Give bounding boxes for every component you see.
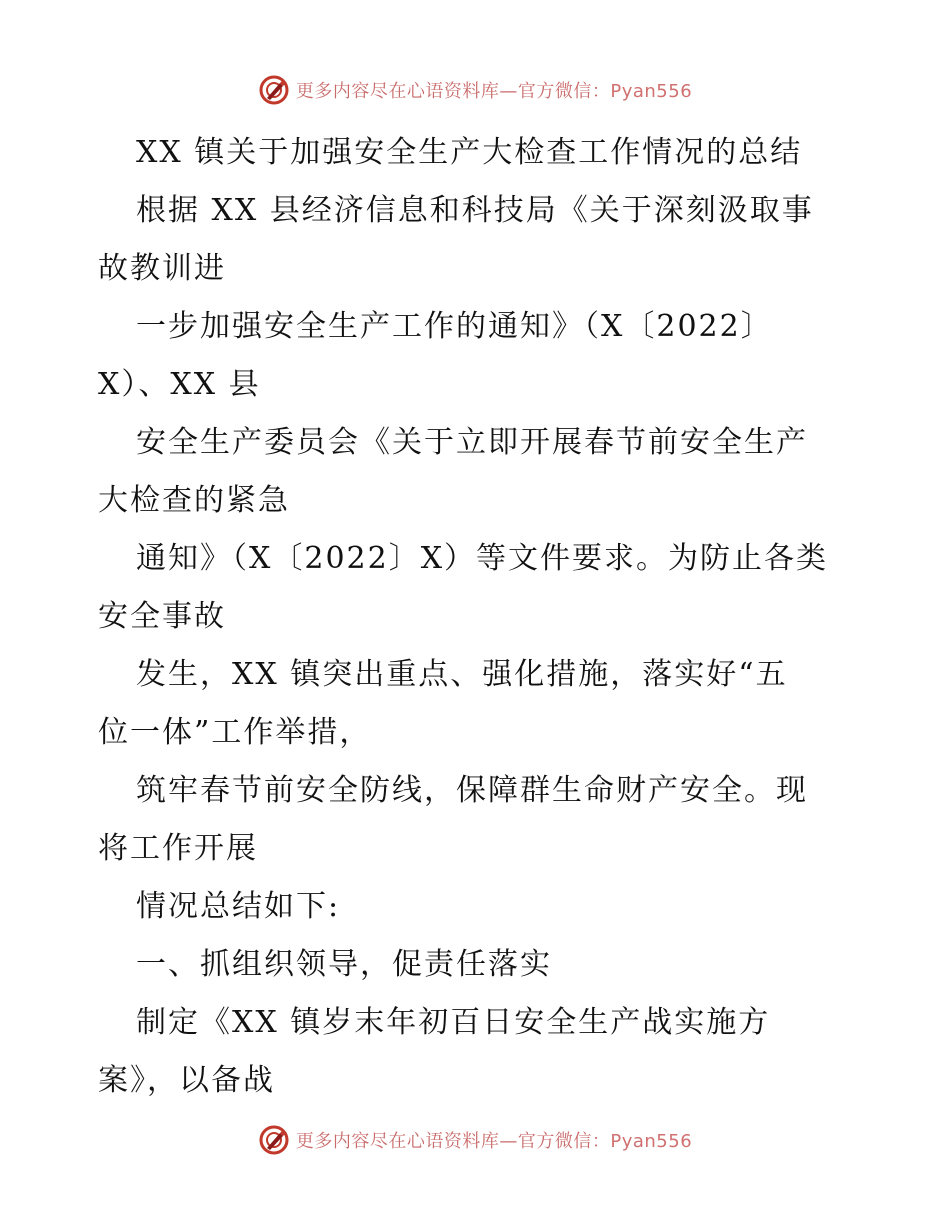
paragraph-line: 制定《XX 镇岁末年初百日安全生产战实施方 [136, 1005, 771, 1040]
section-heading: 一、抓组织领导，促责任落实 [136, 947, 552, 982]
paragraph-line: 情况总结如下: [136, 889, 341, 924]
paragraph-line: 发生，XX 镇突出重点、强化措施，落实好“五 [136, 657, 788, 692]
paragraph-line: 根据 XX 县经济信息和科技局《关于深刻汲取事 [136, 193, 814, 228]
paragraph-line: 安全生产委员会《关于立即开展春节前安全生产 [136, 425, 808, 460]
banner-separator: — [499, 81, 518, 102]
banner-wechat-id: Pyan556 [610, 81, 693, 102]
banner-cn-text: 更多内容尽在心语资料库 [295, 1131, 500, 1152]
paragraph-line: 一步加强安全生产工作的通知》（X〔2022〕 [136, 309, 773, 344]
banner-text [296, 1127, 692, 1153]
paragraph-line: 通知》（X〔2022〕X）等文件要求。为防止各类 [136, 541, 829, 576]
paragraph-line: 故教训进 [98, 251, 226, 286]
banner-text [296, 77, 692, 103]
banner-separator: — [499, 1131, 518, 1152]
document-body [98, 124, 858, 1110]
banner-wechat-id: Pyan556 [610, 1131, 693, 1152]
pen-circle-logo-icon [258, 74, 290, 106]
header-banner [0, 70, 950, 110]
paragraph-line: 安全事故 [98, 599, 226, 634]
pen-circle-logo-icon [258, 1124, 290, 1156]
paragraph-line: X）、XX 县 [98, 367, 261, 402]
banner-cn-text: 更多内容尽在心语资料库 [295, 81, 500, 102]
banner-official-text: 官方微信： [517, 1131, 611, 1152]
paragraph-line: 大检查的紧急 [98, 483, 290, 518]
paragraph-line: 案》，以备战 [98, 1063, 275, 1098]
paragraph-line: 筑牢春节前安全防线，保障群生命财产安全。现 [136, 773, 808, 808]
banner-official-text: 官方微信： [517, 81, 611, 102]
paragraph-line: 将工作开展 [98, 831, 258, 866]
paragraph-line: 位一体”工作举措， [98, 715, 372, 750]
footer-banner [0, 1120, 950, 1160]
document-title: XX 镇关于加强安全生产大检查工作情况的总结 [136, 135, 803, 170]
